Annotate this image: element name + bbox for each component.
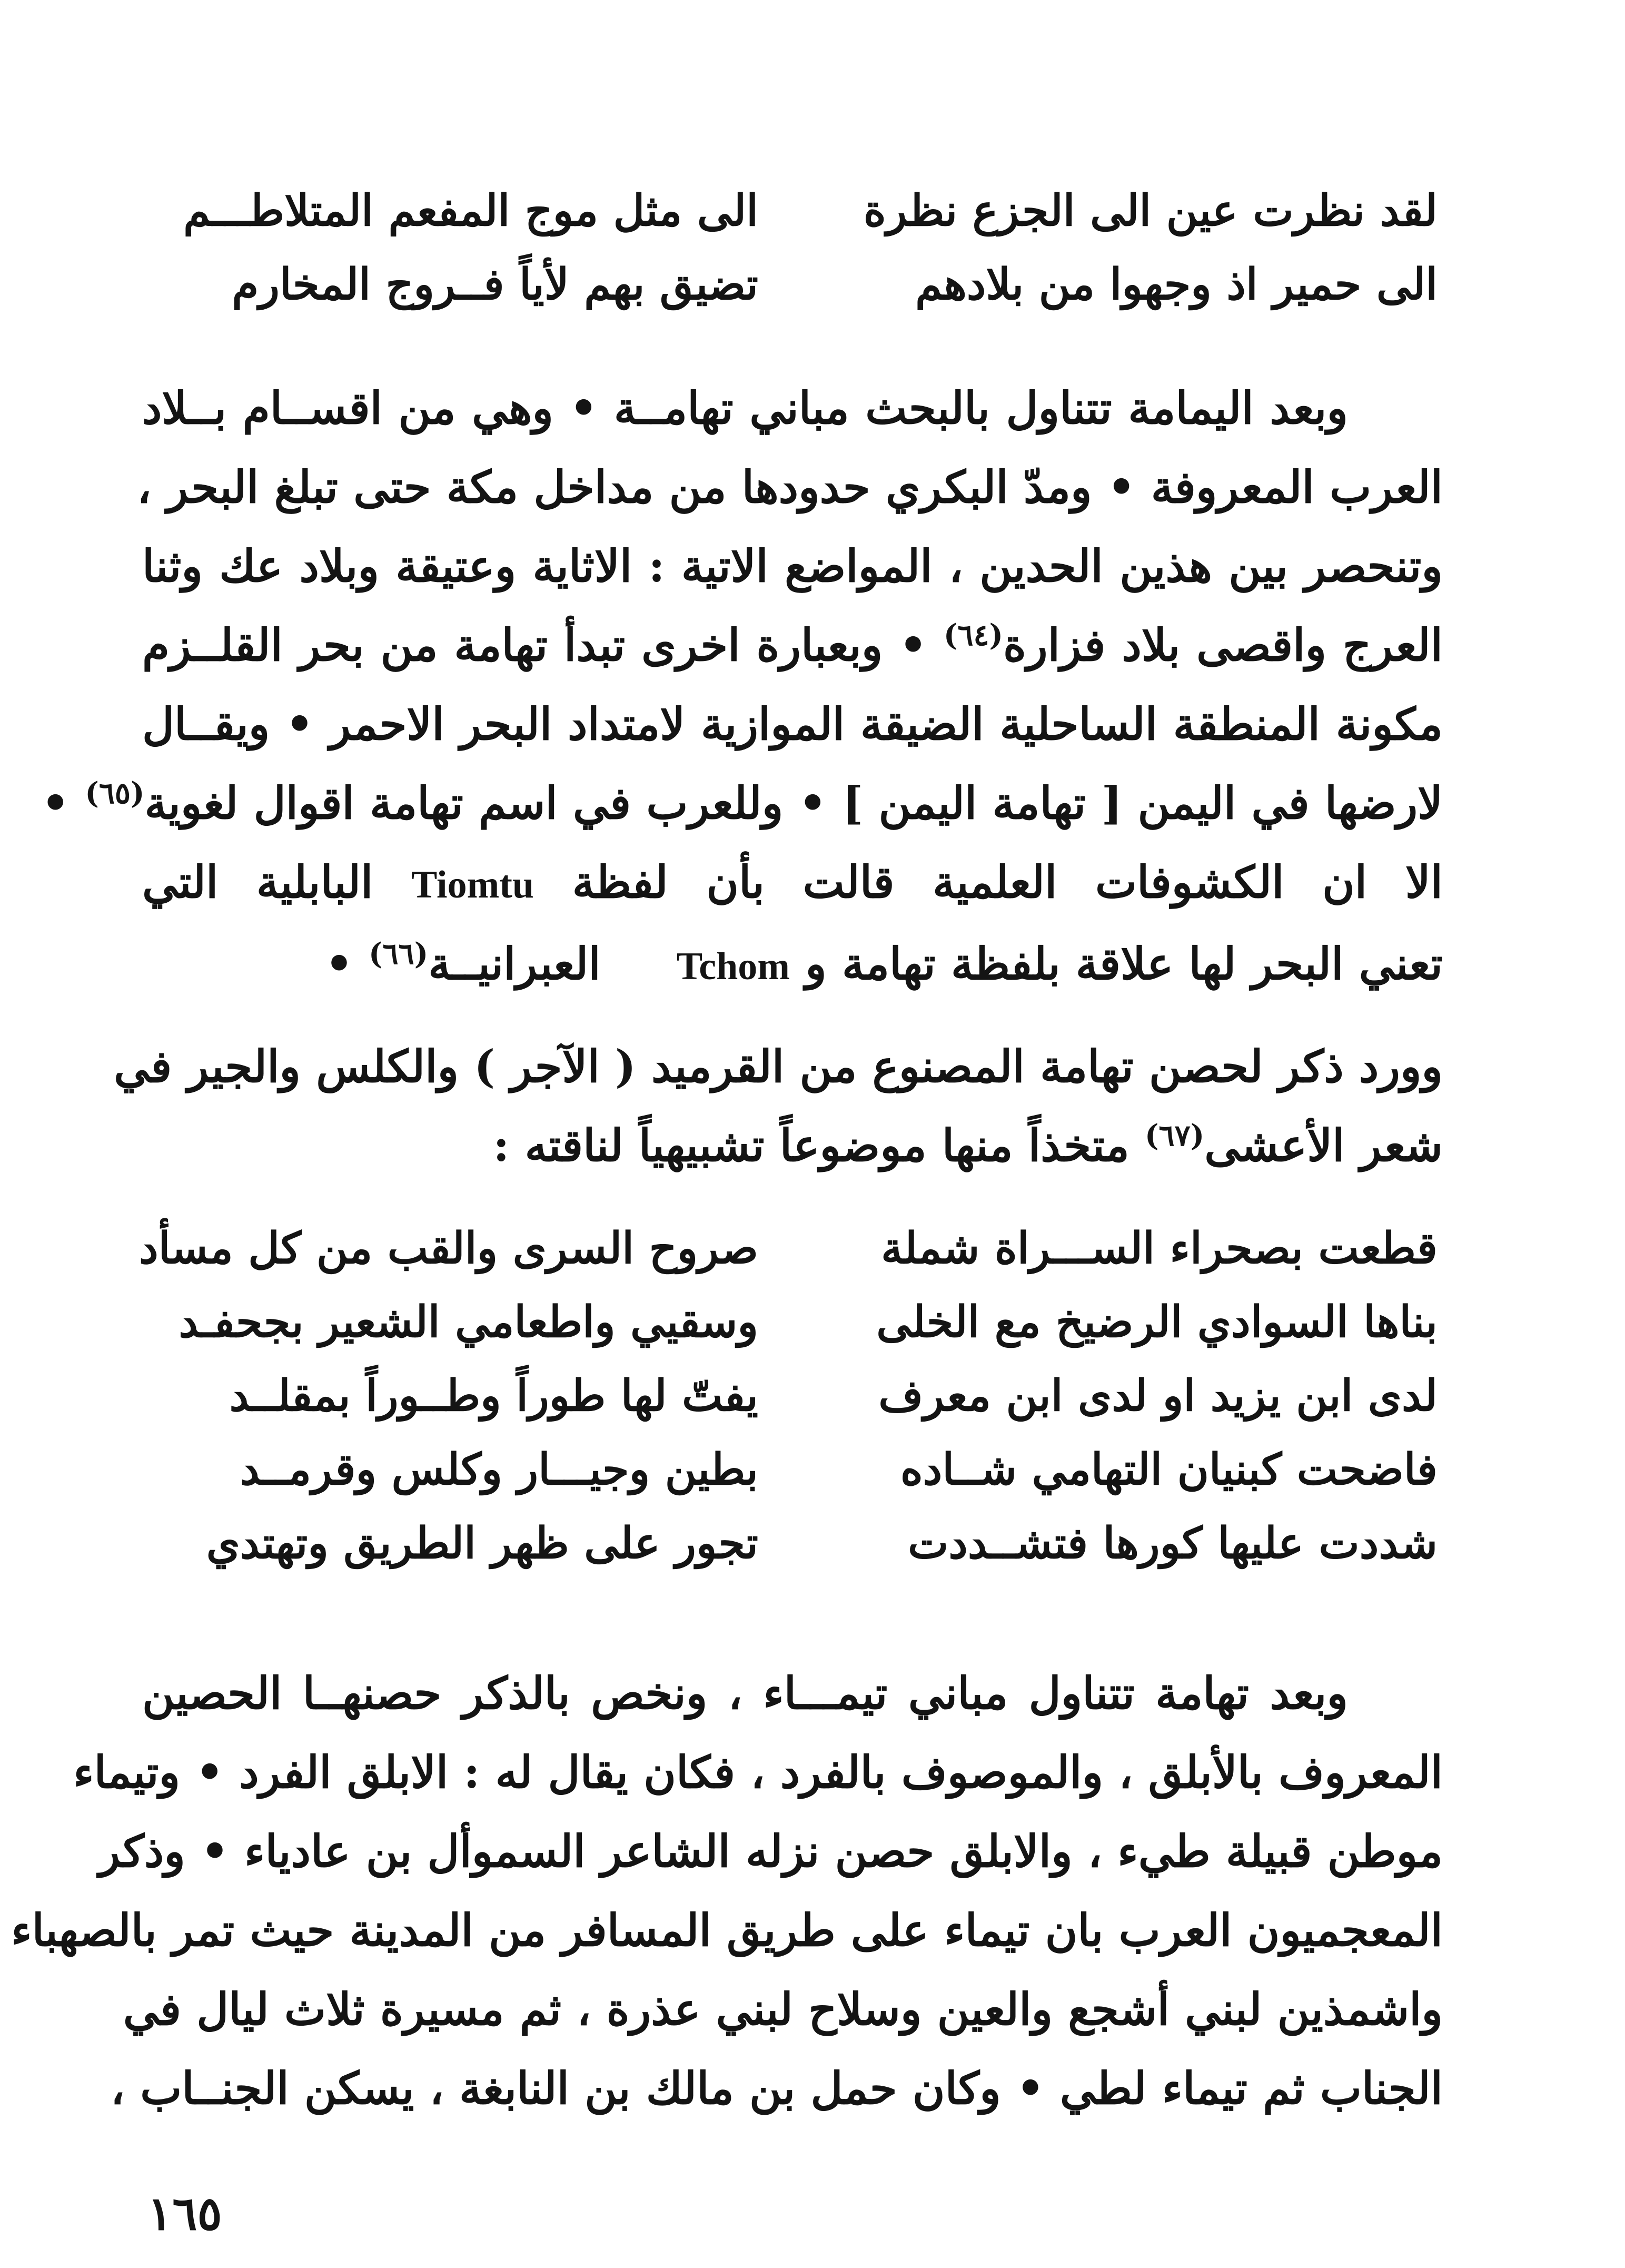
text-fragment: تعني البحر لها علاقة بلفظة تهامة و bbox=[805, 938, 1443, 990]
verse-line bbox=[190, 248, 1438, 321]
verse-second-hemistich: تضيق بهم لأياً فــروج المخارم bbox=[232, 259, 758, 310]
verse-second-hemistich: يفتّ لها طوراً وطــوراً بمقلــد bbox=[229, 1370, 758, 1421]
verse-first-hemistich: قطعت بصحراء الســـراة شملة bbox=[881, 1223, 1438, 1274]
verse-second-hemistich: وسقيي واطعامي الشعير بجحفـد bbox=[179, 1297, 758, 1347]
footnote-ref: (٦٦) bbox=[369, 936, 429, 971]
verse-second-hemistich: صروح السرى والقب من كل مسأد bbox=[139, 1223, 758, 1274]
text-fragment: لارضها في اليمن [ تهامة اليمن ] • وللعرب في اسم تهامة اقوال لغوية bbox=[144, 777, 1443, 829]
verse-first-hemistich: الى حمير اذ وجهوا من بلادهم bbox=[915, 259, 1438, 310]
footnote-ref: (٦٧) bbox=[1145, 1118, 1205, 1153]
verse-line bbox=[179, 1285, 1438, 1359]
latin-word: Tchom bbox=[676, 945, 790, 988]
latin-word-slot bbox=[616, 924, 790, 1006]
poem-block-1 bbox=[183, 174, 1438, 321]
text-fragment: العبرانيــة bbox=[428, 938, 601, 990]
verse-first-hemistich: لدى ابن يزيد او لدى ابن معرف bbox=[878, 1370, 1438, 1421]
footnote-ref: (٦٥) bbox=[85, 776, 145, 811]
latin-word: Tiomtu bbox=[411, 863, 534, 906]
paragraph-tihama bbox=[41, 369, 1443, 1006]
text-line: موطن قبيلة طيء ، والابلق حصن نزله الشاعر السموأل بن عادياء • وذكر bbox=[98, 1825, 1443, 1877]
verse-first-hemistich: فاضحت كبنيان التهامي شــاده bbox=[900, 1444, 1438, 1495]
text-line: المعجميون العرب بان تيماء على طريق المسافر من المدينة حيث تمر بالصهباء bbox=[11, 1904, 1443, 1956]
text-line: وبعد تهامة تتناول مباني تيمـــاء ، ونخص بالذكر حصنهــا الحصين bbox=[142, 1667, 1348, 1719]
verse-line bbox=[190, 1506, 1438, 1580]
page-number: ١٦٥ bbox=[147, 2186, 222, 2241]
text-line: مكونة المنطقة الساحلية الضيقة الموازية لامتداد البحر الاحمر • ويقــال bbox=[142, 698, 1443, 750]
text-line bbox=[41, 764, 1443, 843]
verse-second-hemistich: الى مثل موج المفعم المتلاطـــم bbox=[183, 185, 758, 236]
footnote-ref: (٦٤) bbox=[943, 618, 1004, 653]
text-line: العرب المعروفة • ومدّ البكري حدودها من مداخل مكة حتى تبلغ البحر ، bbox=[137, 461, 1443, 513]
text-line: وورد ذكر لحصن تهامة المصنوع من القرميد ( الآجر ) والكلس والجير في bbox=[114, 1040, 1443, 1092]
text-fragment: • bbox=[325, 938, 353, 990]
verse-first-hemistich: لقد نظرت عين الى الجزع نظرة bbox=[863, 185, 1438, 236]
text-fragment: الا ان الكشوفات العلمية قالت بأن لفظة bbox=[572, 856, 1443, 908]
verse-line bbox=[190, 1433, 1438, 1506]
text-fragment: شعر الأعشى bbox=[1204, 1119, 1443, 1171]
verse-first-hemistich: شددت عليها كورها فتشــددت bbox=[908, 1518, 1438, 1569]
text-fragment: متخذاً منها موضوعاً تشبيهياً لناقته : bbox=[493, 1119, 1129, 1171]
verse-line bbox=[139, 1211, 1438, 1285]
text-line: المعروف بالأبلق ، والموصوف بالفرد ، فكان يقال له : الابلق الفرد • وتيماء bbox=[73, 1746, 1443, 1798]
verse-second-hemistich: تجور على ظهر الطريق وتهتدي bbox=[206, 1518, 758, 1569]
text-fragment: العرج واقصى بلاد فزارة bbox=[1003, 619, 1443, 671]
text-line: الجناب ثم تيماء لطي • وكان حمل بن مالك بن النابغة ، يسكن الجنــاب ، bbox=[110, 2062, 1443, 2114]
text-line: وبعد اليمامة تتناول بالبحث مباني تهامــة • وهي من اقســام بــلاد bbox=[142, 382, 1348, 434]
paragraph-asha bbox=[114, 1027, 1443, 1185]
text-line bbox=[142, 843, 1443, 924]
text-line bbox=[142, 1106, 1443, 1185]
verse-first-hemistich: بناها السوادي الرضيخ مع الخلى bbox=[876, 1297, 1438, 1347]
poem-block-2 bbox=[139, 1211, 1438, 1580]
text-fragment: البابلية التي bbox=[142, 856, 373, 908]
text-fragment: • وبعبارة اخرى تبدأ تهامة من بحر القلــزم bbox=[142, 619, 927, 671]
text-line bbox=[142, 606, 1443, 685]
verse-line bbox=[183, 174, 1438, 248]
text-line bbox=[142, 924, 1443, 1006]
paragraph-tayma bbox=[11, 1654, 1443, 2128]
verse-second-hemistich: بطين وجيـــار وكلس وقرمــد bbox=[240, 1444, 758, 1495]
text-line: وتنحصر بين هذين الحدين ، المواضع الاتية : الاثاية وعتيقة وبلاد عك وثنا bbox=[142, 540, 1443, 592]
text-line: واشمذين لبني أشجع والعين وسلاح لبني عذرة ، ثم مسيرة ثلاث ليال في bbox=[123, 1983, 1443, 2035]
text-fragment: • bbox=[41, 777, 70, 829]
verse-line bbox=[190, 1359, 1438, 1433]
